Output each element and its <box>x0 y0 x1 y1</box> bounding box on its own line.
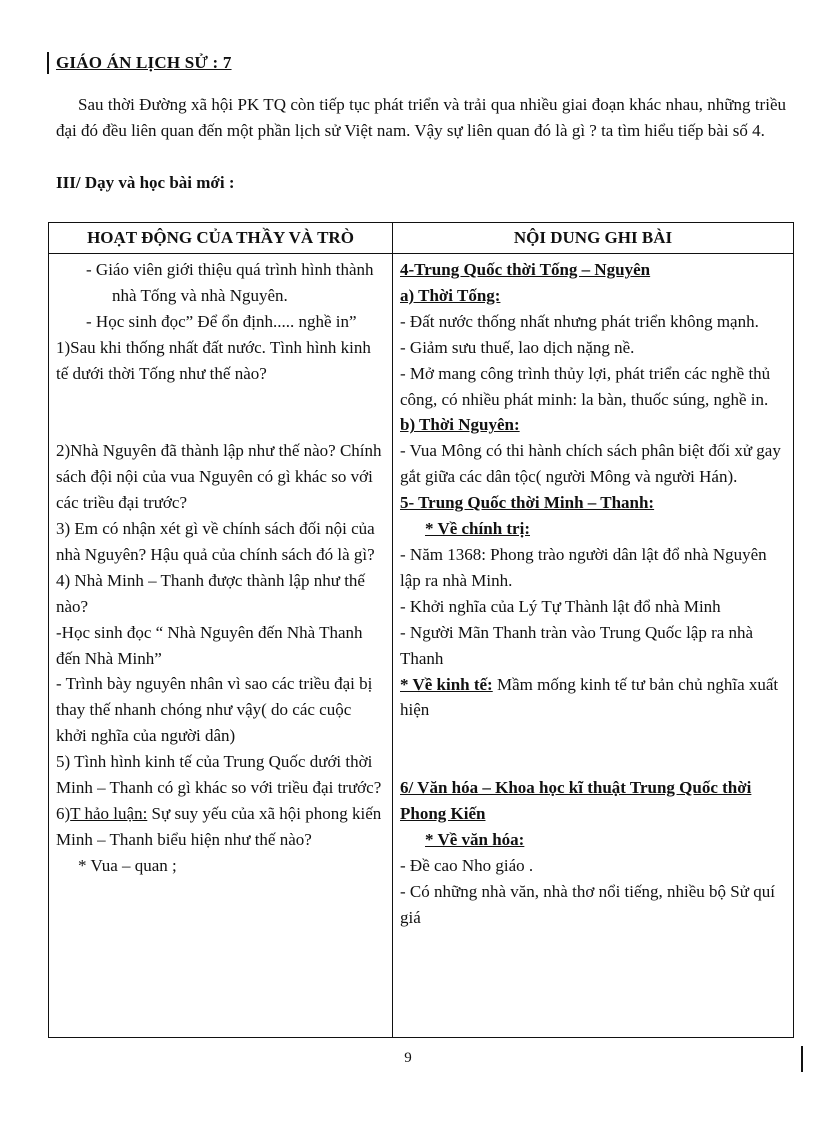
list-item: - Đề cao Nho giáo . <box>400 855 534 875</box>
list-item: - Khởi nghĩa của Lý Tự Thành lật đổ nhà Minh <box>400 596 721 616</box>
question-4-note: - Trình bày nguyên nhân vì sao các triều đại bị thay thế nhanh chóng như vậy( do các cuộc khởi nghĩa của người dân) <box>56 674 373 746</box>
header-content: NỘI DUNG GHI BÀI <box>393 223 794 254</box>
header-activities: HOẠT ĐỘNG CỦA THẦY VÀ TRÒ <box>49 223 393 254</box>
list-item: - Mở mang công trình thủy lợi, phát triển các nghề thủ công, có nhiều phát minh: la bàn, thuốc súng, nghề in. <box>400 363 771 409</box>
table-row <box>49 254 794 1038</box>
section-5b-heading: * Về kinh tế: <box>400 674 493 694</box>
list-item: - Người Mãn Thanh tràn vào Trung Quốc lập ra nhà Thanh <box>400 622 754 668</box>
question-1: 1)Sau khi thống nhất đất nước. Tình hình kinh tế dưới thời Tống như thế nào? <box>56 337 371 383</box>
question-2: 2)Nhà Nguyên đã thành lập như thế nào? Chính sách đội nội của vua Nguyên có gì khác so với các triều đại trước? <box>56 441 382 513</box>
list-item: - Vua Mông có thi hành chích sách phân biệt đối xử gay gắt giữa các dân tộc( người Mông và người Hán). <box>400 441 781 487</box>
question-5: 5) Tình hình kinh tế của Trung Quốc dưới thời Minh – Thanh có gì khác so với triều đại trước? <box>56 752 382 798</box>
question-6-number: 6) <box>56 804 71 824</box>
section-5b-text: Mầm mống kinh tế tư bản chủ nghĩa xuất hiện <box>400 674 779 720</box>
question-4: 4) Nhà Minh – Thanh được thành lập như thế nào? <box>56 570 365 616</box>
list-item: - Đất nước thống nhất nhưng phát triển không mạnh. <box>400 311 759 331</box>
section-4b-heading: b) Thời Nguyên: <box>400 415 520 435</box>
question-6-item: * Vua – quan ; <box>78 855 177 875</box>
section-6a-heading: * Về văn hóa: <box>425 829 525 849</box>
question-4-reading: -Học sinh đọc “ Nhà Nguyên đến Nhà Thanh đến Nhà Minh” <box>56 622 363 668</box>
question-6-label: T hảo luận: <box>70 804 148 824</box>
section-5-heading: 5- Trung Quốc thời Minh – Thanh: <box>400 493 655 513</box>
table-header-row <box>49 223 794 254</box>
section-5a-heading: * Về chính trị: <box>425 519 530 539</box>
intro-paragraph: Sau thời Đường xã hội PK TQ còn tiếp tục phát triển và trải qua nhiều giai đoạn khác nhau, những triều đại đó đều liên quan đến một phần lịch sử Việt nam. Vậy sự liên quan đó là gì ? ta tìm hiểu tiếp bài số 4. <box>56 95 786 140</box>
section-title: III/ Dạy và học bài mới : <box>56 173 235 192</box>
section-6-heading: 6/ Văn hóa – Khoa học kĩ thuật Trung Quốc thời Phong Kiến <box>400 778 752 824</box>
lesson-table <box>48 222 794 1038</box>
right-margin-bar <box>801 1046 803 1072</box>
activities-cell <box>49 254 393 1038</box>
list-item: - Giảm sưu thuế, lao dịch nặng nề. <box>400 337 635 357</box>
section-5b <box>400 672 787 724</box>
section-4a-heading: a) Thời Tống: <box>400 285 501 305</box>
content-cell <box>393 254 794 1038</box>
list-item: - Học sinh đọc” Để ổn định..... nghề in” <box>86 311 357 331</box>
left-margin-bar <box>47 52 49 74</box>
question-3: 3) Em có nhận xét gì về chính sách đối nội của nhà Nguyên? Hậu quả của chính sách đó là gì? <box>56 519 375 564</box>
section-4-heading: 4-Trung Quốc thời Tống – Nguyên <box>400 260 651 279</box>
list-item: - Có những nhà văn, nhà thơ nổi tiếng, nhiều bộ Sử quí giá <box>400 881 775 927</box>
list-item: - Năm 1368: Phong trào người dân lật đổ nhà Nguyên lập ra nhà Minh. <box>400 544 767 590</box>
page-number: 9 <box>404 1050 412 1066</box>
question-6-text: Sự suy yếu của xã hội phong kiến Minh – Thanh biểu hiện như thế nào? <box>56 804 382 849</box>
page-title: GIÁO ÁN LỊCH SỬ : 7 <box>56 53 232 72</box>
question-6 <box>56 801 386 853</box>
list-item: - Giáo viên giới thiệu quá trình hình thành nhà Tống và nhà Nguyên. <box>86 260 374 305</box>
